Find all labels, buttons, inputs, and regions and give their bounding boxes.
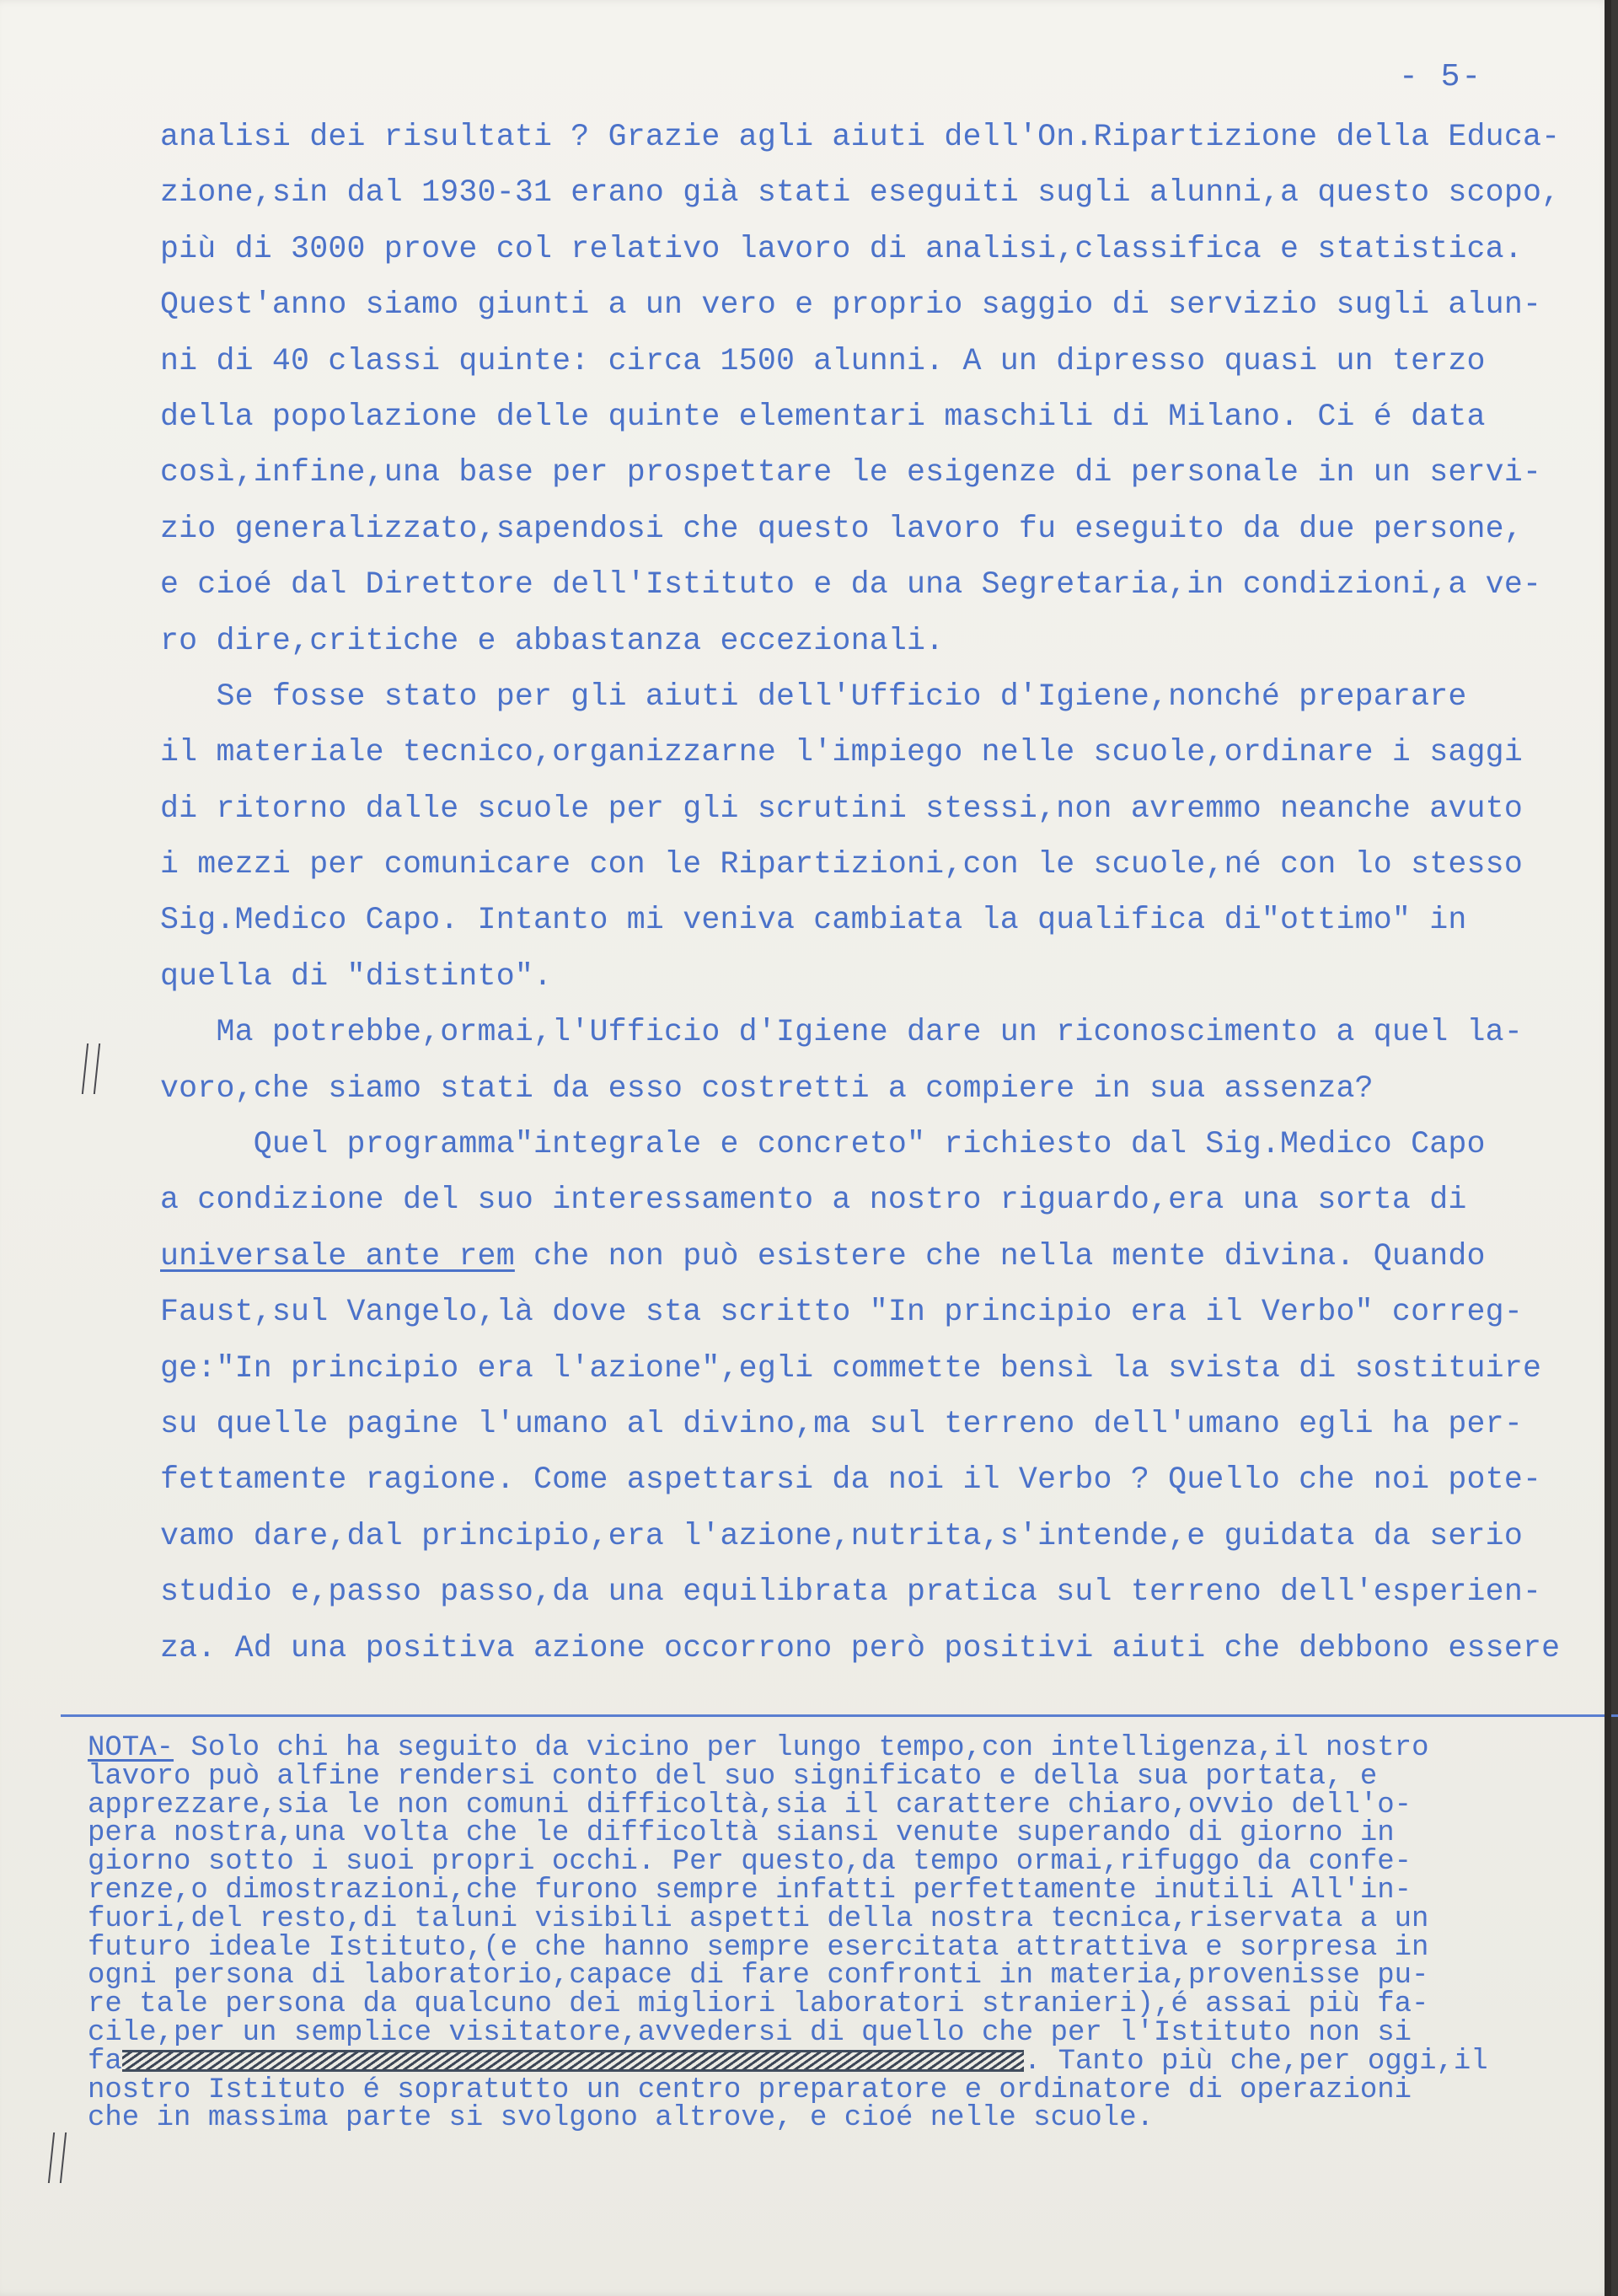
body-line: ge:"In principio era l'azione",egli commette bensì la svista di sostituire [160, 1350, 1542, 1386]
body-line: Ma potrebbe,ormai,l'Ufficio d'Igiene dare un riconoscimento a quel la- [160, 1015, 1523, 1050]
body-line: zione,sin dal 1930-31 erano già stati eseguiti sugli alunni,a questo scopo, [160, 175, 1561, 211]
note-line: fuori,del resto,di taluni visibili aspetti della nostra tecnica,riservata a un [88, 1902, 1429, 1935]
body-line: quella di "distinto". [160, 958, 553, 994]
body-line: della popolazione delle quinte elementari maschili di Milano. Ci é data [160, 399, 1486, 434]
body-line: za. Ad una positiva azione occorrono però positivi aiuti che debbono essere [160, 1630, 1561, 1666]
note-line: giorno sotto i suoi propri occhi. Per questo,da tempo ormai,rifuggo da confe- [88, 1846, 1412, 1879]
scan-edge [1605, 0, 1611, 2296]
note-line: ogni persona di laboratorio,capace di fare confronti in materia,provenisse pu- [88, 1960, 1429, 1993]
note-line: pera nostra,una volta che le difficoltà siansi venute superando di giorno in [88, 1817, 1395, 1850]
body-line: Quel programma"integrale e concreto" richiesto dal Sig.Medico Capo [160, 1127, 1486, 1162]
body-line: studio e,passo passo,da una equilibrata pratica sul terreno dell'esperien- [160, 1574, 1542, 1610]
body-text [160, 110, 1618, 1676]
struck-prefix: fa [88, 2045, 122, 2078]
note-line: nostro Istituto é sopratutto un centro preparatore e ordinatore di operazioni [88, 2073, 1412, 2106]
note-line: lavoro può alfine rendersi conto del suo significato e della sua portata, e [88, 1760, 1378, 1793]
underlined-phrase: universale ante rem [160, 1238, 515, 1274]
note-first-line: Solo chi ha seguito da vicino per lungo tempo,con intelligenza,il nostro [174, 1732, 1429, 1764]
body-line: vamo dare,dal principio,era l'azione,nutrita,s'intende,e guidata da serio [160, 1518, 1523, 1553]
note-line [88, 2045, 1613, 2078]
body-line-rest: che non può esistere che nella mente divina. Quando [514, 1238, 1486, 1274]
body-line: così,infine,una base per prospettare le esigenze di personale in un servi- [160, 455, 1542, 491]
footnote [88, 1732, 1613, 2135]
body-line: Sig.Medico Capo. Intanto mi veniva cambiata la qualifica di"ottimo" in [160, 903, 1467, 938]
body-line: Se fosse stato per gli aiuti dell'Ufficio d'Igiene,nonché preparare [160, 679, 1467, 714]
note-line: futuro ideale Istituto,(e che hanno sempre esercitata attrattiva e sorpresa in [88, 1931, 1429, 1964]
body-line: i mezzi per comunicare con le Ripartizioni,con le scuole,né con lo stesso [160, 847, 1523, 882]
body-line: zio generalizzato,sapendosi che questo lavoro fu eseguito da due persone, [160, 511, 1523, 546]
body-line: Quest'anno siamo giunti a un vero e proprio saggio di servizio sugli alun- [160, 287, 1542, 323]
struck-suffix: . Tanto più che,per oggi,il [1023, 2045, 1488, 2078]
body-line: ni di 40 classi quinte: circa 1500 alunni. A un dipresso quasi un terzo [160, 343, 1486, 378]
body-line: su quelle pagine l'umano al divino,ma sul terreno dell'umano egli ha per- [160, 1406, 1523, 1441]
body-line: Faust,sul Vangelo,là dove sta scritto "In principio era il Verbo" correg- [160, 1295, 1523, 1330]
body-line: di ritorno dalle scuole per gli scrutini stessi,non avremmo neanche avuto [160, 791, 1523, 826]
body-line: voro,che siamo stati da esso costretti a compiere in sua assenza? [160, 1070, 1374, 1106]
crossed-out-text [122, 2050, 1024, 2072]
body-line [160, 1229, 1618, 1285]
margin-mark [82, 1043, 100, 1094]
page-number: - 5- [1399, 59, 1483, 95]
footnote-divider [61, 1714, 1618, 1717]
margin-mark [48, 2132, 67, 2183]
body-line: più di 3000 prove col relativo lavoro di analisi,classifica e statistica. [160, 231, 1523, 266]
note-line: cile,per un semplice visitatore,avvedersi di quello che per l'Istituto non si [88, 2016, 1412, 2049]
body-line: fettamente ragione. Come aspettarsi da noi il Verbo ? Quello che noi pote- [160, 1462, 1542, 1498]
body-line: il materiale tecnico,organizzarne l'impiego nelle scuole,ordinare i saggi [160, 735, 1523, 770]
note-line: apprezzare,sia le non comuni difficoltà,sia il carattere chiaro,ovvio dell'o- [88, 1789, 1412, 1821]
body-line: e cioé dal Direttore dell'Istituto e da una Segretaria,in condizioni,a ve- [160, 567, 1542, 603]
note-line [88, 1732, 1613, 1764]
note-line: che in massima parte si svolgono altrove, e cioé nelle scuole. [88, 2102, 1155, 2135]
body-line: analisi dei risultati ? Grazie agli aiuti dell'On.Ripartizione della Educa- [160, 120, 1561, 154]
body-line: ro dire,critiche e abbastanza eccezionali. [160, 623, 945, 658]
note-line: re tale persona da qualcuno dei migliori laboratori stranieri),é assai più fa- [88, 1988, 1429, 2021]
body-line: a condizione del suo interessamento a nostro riguardo,era una sorta di [160, 1183, 1467, 1218]
note-label: NOTA- [88, 1732, 174, 1764]
note-line: renze,o dimostrazioni,che furono sempre infatti perfettamente inutili All'in- [88, 1874, 1412, 1907]
